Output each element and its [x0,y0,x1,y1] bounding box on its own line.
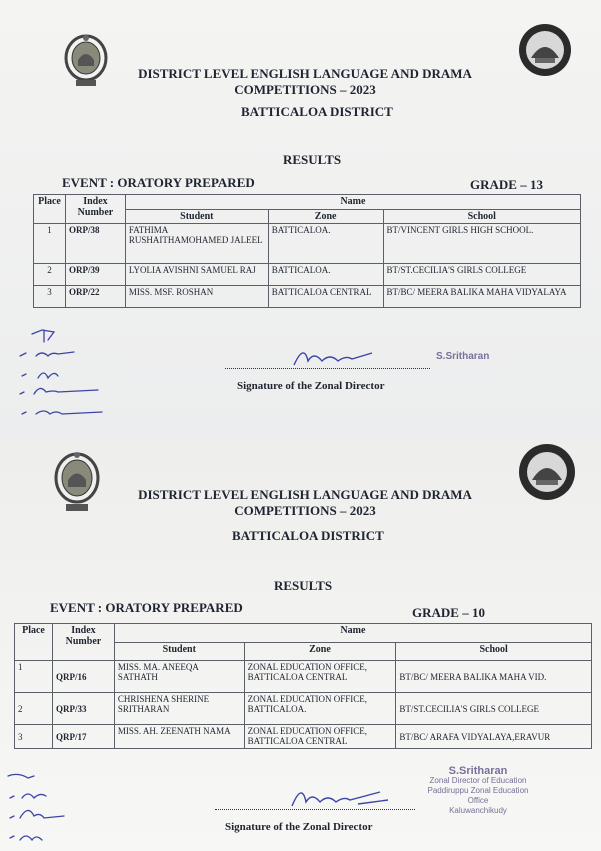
event-title: EVENT : ORATORY PREPARED [50,600,243,615]
col-name-header: Name [125,195,580,210]
zone-cell: ZONAL EDUCATION OFFICE, BATTICALOA. [244,693,396,725]
table-header-row [15,624,592,643]
signature-label: Signature of the Zonal Director [225,821,373,833]
results-title: RESULTS [283,152,342,167]
school-cell: BT/BC/ ARAFA VIDYALAYA,ERAVUR [396,725,592,749]
table-row [34,286,581,308]
col-place-header: Place [15,624,53,661]
school-cell: BT/ST.CECILIA'S GIRLS COLLEGE [396,693,592,725]
paddiruppu-education-badge-logo [516,442,578,502]
place-cell: 3 [34,286,66,308]
paddiruppu-education-badge-logo [517,22,573,78]
school-cell: BT/BC/ MEERA BALIKA MAHA VID. [396,661,592,693]
school-cell: BT/ST.CECILIA'S GIRLS COLLEGE [383,264,580,286]
col-index-header: Index Number [65,195,125,224]
results-table [14,623,592,749]
director-stamp [418,766,538,816]
table-row [15,661,592,693]
stamp-line-3: Kaluwanchikudy [449,806,507,815]
index-cell: ORP/39 [65,264,125,286]
place-cell: 1 [15,661,53,693]
place-cell: 1 [34,224,66,264]
col-student-header: Student [114,642,244,661]
handwritten-notes-mark [4,322,114,432]
district-title: BATTICALOA DISTRICT [232,528,384,543]
director-stamp-name: S.Sritharan [436,351,490,362]
stamp-name: S.Sritharan [448,765,508,777]
event-title: EVENT : ORATORY PREPARED [62,175,255,190]
col-zone-header: Zone [268,209,383,224]
heading-line-1: DISTRICT LEVEL ENGLISH LANGUAGE AND DRAMA [138,487,472,502]
zone-cell: BATTICALOA. [268,264,383,286]
index-cell: QRP/33 [52,693,114,725]
col-index-header: Index Number [52,624,114,661]
results-title: RESULTS [274,578,333,593]
table-row [34,264,581,286]
handwritten-notes-mark [2,768,82,851]
index-cell: ORP/38 [65,224,125,264]
sri-lanka-emblem-logo [52,446,102,516]
results-table [33,194,581,308]
zone-cell: ZONAL EDUCATION OFFICE, BATTICALOA CENTRAL [244,661,396,693]
stamp-line-2: Paddiruppu Zonal Education Office [427,786,529,805]
student-cell: FATHIMA RUSHAITHAMOHAMED JALEEL [125,224,268,264]
place-cell: 2 [15,693,53,725]
col-place-header: Place [34,195,66,224]
student-cell: CHRISHENA SHERINE SRITHARAN [114,693,244,725]
grade-label: GRADE – 10 [412,605,485,620]
student-cell: MISS. MA. ANEEQA SATHATH [114,661,244,693]
school-cell: BT/BC/ MEERA BALIKA MAHA VIDYALAYA [383,286,580,308]
zone-cell: BATTICALOA. [268,224,383,264]
zone-cell: ZONAL EDUCATION OFFICE, BATTICALOA CENTRAL [244,725,396,749]
signature-label: Signature of the Zonal Director [237,380,385,392]
heading-line-1: DISTRICT LEVEL ENGLISH LANGUAGE AND DRAMA [138,66,472,81]
signature-mark [288,784,398,812]
table-row [15,693,592,725]
district-title: BATTICALOA DISTRICT [241,104,393,119]
student-cell: LYOLIA AVISHNI SAMUEL RAJ [125,264,268,286]
index-cell: QRP/17 [52,725,114,749]
place-cell: 3 [15,725,53,749]
grade-label: GRADE – 13 [470,177,543,192]
stamp-line-1: Zonal Director of Education [429,776,527,785]
zone-cell: BATTICALOA CENTRAL [268,286,383,308]
col-school-header: School [383,209,580,224]
signature-mark [290,345,380,371]
sri-lanka-emblem-logo [62,30,110,90]
school-cell: BT/VINCENT GIRLS HIGH SCHOOL. [383,224,580,264]
col-zone-header: Zone [244,642,396,661]
student-cell: MISS. MSF. ROSHAN [125,286,268,308]
table-header-row [34,195,581,210]
heading-line-2: COMPETITIONS – 2023 [234,82,376,97]
col-name-header: Name [114,624,591,643]
results-sheet-grade-10 [0,440,601,851]
col-school-header: School [396,642,592,661]
index-cell: QRP/16 [52,661,114,693]
index-cell: ORP/22 [65,286,125,308]
table-row [15,725,592,749]
heading-line-2: COMPETITIONS – 2023 [234,503,376,518]
col-student-header: Student [125,209,268,224]
place-cell: 2 [34,264,66,286]
student-cell: MISS. AH. ZEENATH NAMA [114,725,244,749]
table-row [34,224,581,264]
